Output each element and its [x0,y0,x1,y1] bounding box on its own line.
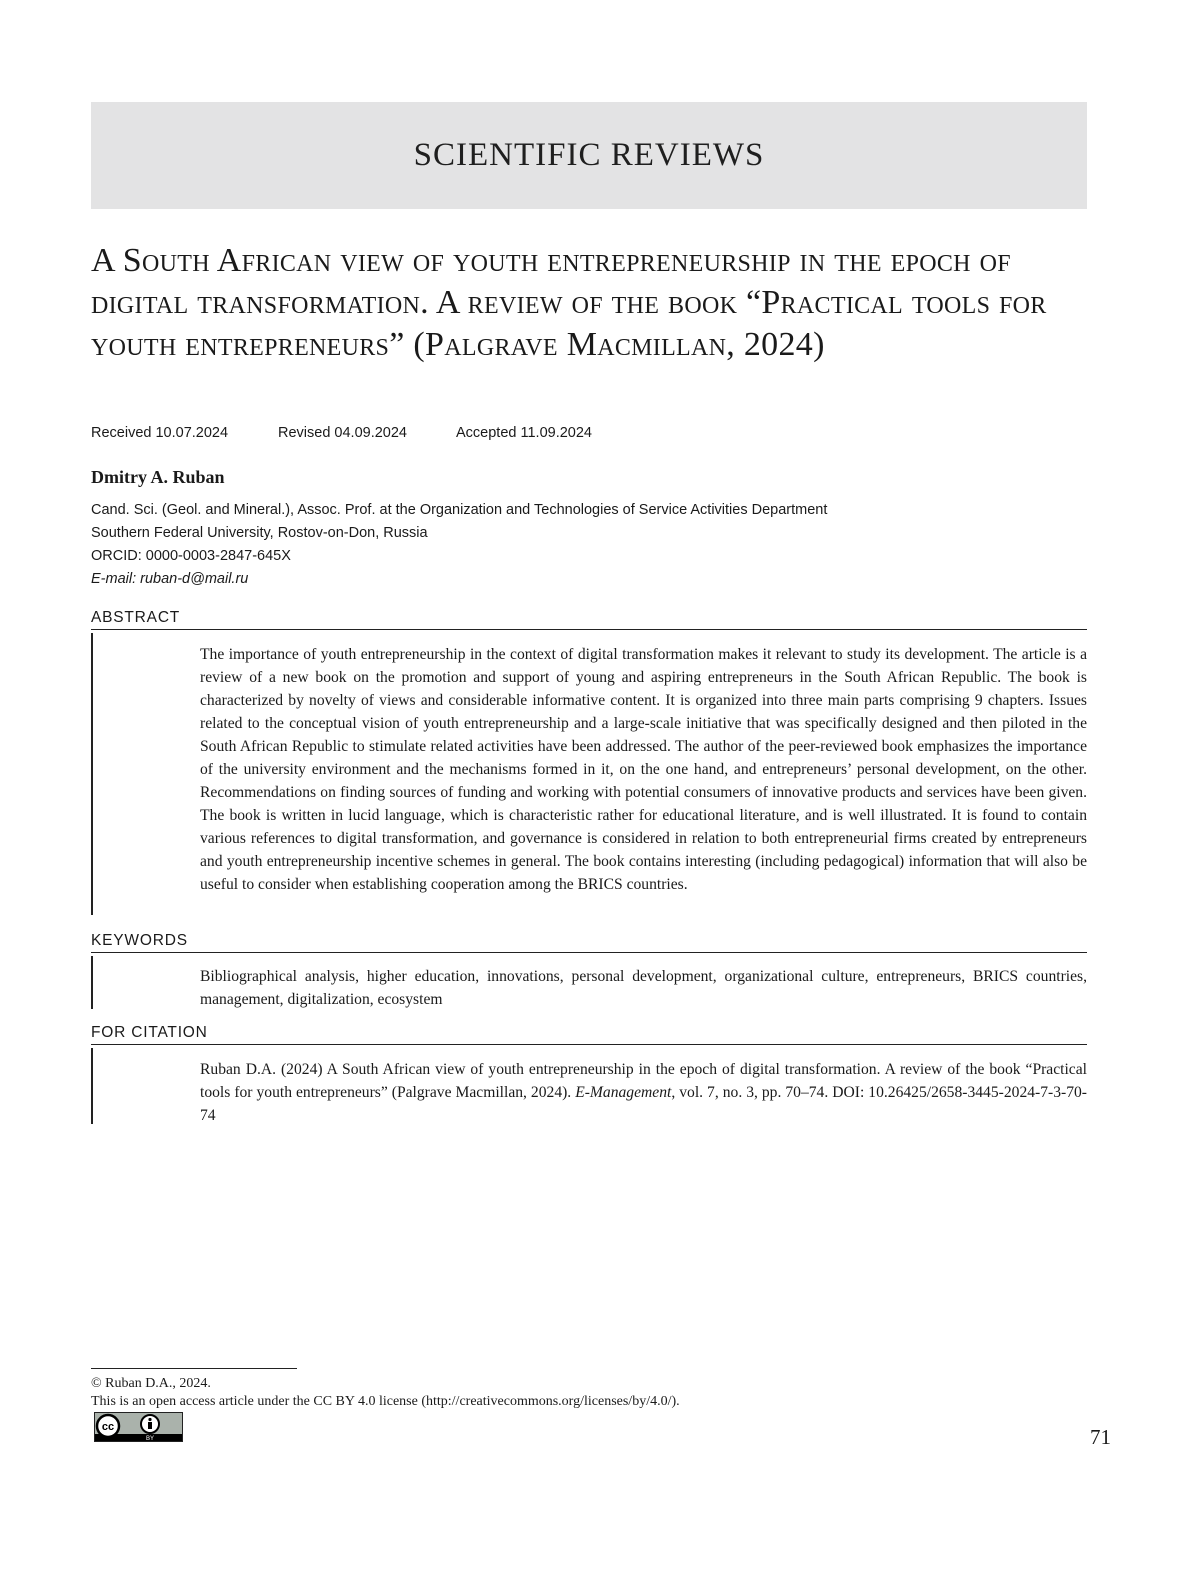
author-orcid: ORCID: 0000-0003-2847-645X [91,545,827,568]
received-date: Received 10.07.2024 [91,425,228,441]
footnote [91,1375,680,1411]
footnote-rule [91,1368,297,1369]
license-line: This is an open access article under the CC BY 4.0 license (http://creativecommons.org/licenses/by/4.0/). [91,1393,680,1411]
article-title: A South African view of youth entrepreneurship in the epoch of digital transformation. A review of the book “Practical tools for youth entrepreneurs” (Palgrave Macmillan, 2024) [91,240,1087,366]
cc-by-badge [94,1412,183,1442]
accepted-date: Accepted 11.09.2024 [456,425,592,441]
author-institution: Southern Federal University, Rostov-on-Don, Russia [91,522,827,545]
author-affiliation [91,499,827,591]
keywords-heading: KEYWORDS [91,932,1087,953]
citation-pre: Ruban D.A. (2024) A South African view of youth entrepreneurship in the epoch of digital transformation. A review of the book “Practical tools for youth entrepreneurs” (Palgrave Macmillan, 2024). [200,1061,1087,1101]
citation-text [200,1058,1087,1127]
citation-post: , vol. 7, no. 3, pp. 70–74. DOI: 10.26425/2658-3445-2024-7-3-70-74 [200,1084,1087,1124]
page-number: 71 [1090,1425,1111,1450]
revised-date: Revised 04.09.2024 [278,425,407,441]
keywords-rule [91,956,93,1009]
author-position: Cand. Sci. (Geol. and Mineral.), Assoc. Prof. at the Organization and Technologies of Service Activities Department [91,499,827,522]
section-band [91,102,1087,209]
cc-by-icon [95,1413,182,1441]
abstract-heading: ABSTRACT [91,609,1087,630]
citation-rule [91,1048,93,1124]
citation-heading: FOR CITATION [91,1024,1087,1045]
copyright-line: © Ruban D.A., 2024. [91,1375,680,1393]
author-email: E-mail: ruban-d@mail.ru [91,568,827,591]
cc-label: cc [102,1421,114,1433]
section-band-label: SCIENTIFIC REVIEWS [414,137,765,174]
citation-journal: E-Management [575,1084,671,1101]
abstract-text: The importance of youth entrepreneurship in the context of digital transformation makes it relevant to study its development. The article is a review of a new book on the promotion and support of young and aspiring entrepreneurs in the South African Republic. The book is characterized by novelty of views and considerable informative content. It is organized into three main parts comprising 9 chapters. Issues related to the conceptual vision of youth entrepreneurship and a large-scale initiative that was specifically designed and then piloted in the South African Republic to stimulate related activities have been addressed. The author of the peer-reviewed book emphasizes the importance of the university environment and the mechanisms formed in it, on the one hand, and entrepreneurs’ personal development, on the other. Recommendations on finding sources of funding and working with potential consumers of innovative products and services have been given. The book is written in lucid language, which is characteristic rather for educational literature, and is well illustrated. It is found to contain various references to digital transformation, and governance is considered in relation to both entrepreneurial firms created by entrepreneurs and youth entrepreneurship incentive schemes in general. The book contains interesting (including pedagogical) information that will also be useful to consider when establishing cooperation among the BRICS countries. [200,643,1087,896]
keywords-text: Bibliographical analysis, higher education, innovations, personal development, organizational culture, entrepreneurs, BRICS countries, management, digitalization, ecosystem [200,965,1087,1011]
author-name: Dmitry A. Ruban [91,467,225,488]
abstract-rule [91,633,93,915]
by-label: BY [146,1436,154,1441]
